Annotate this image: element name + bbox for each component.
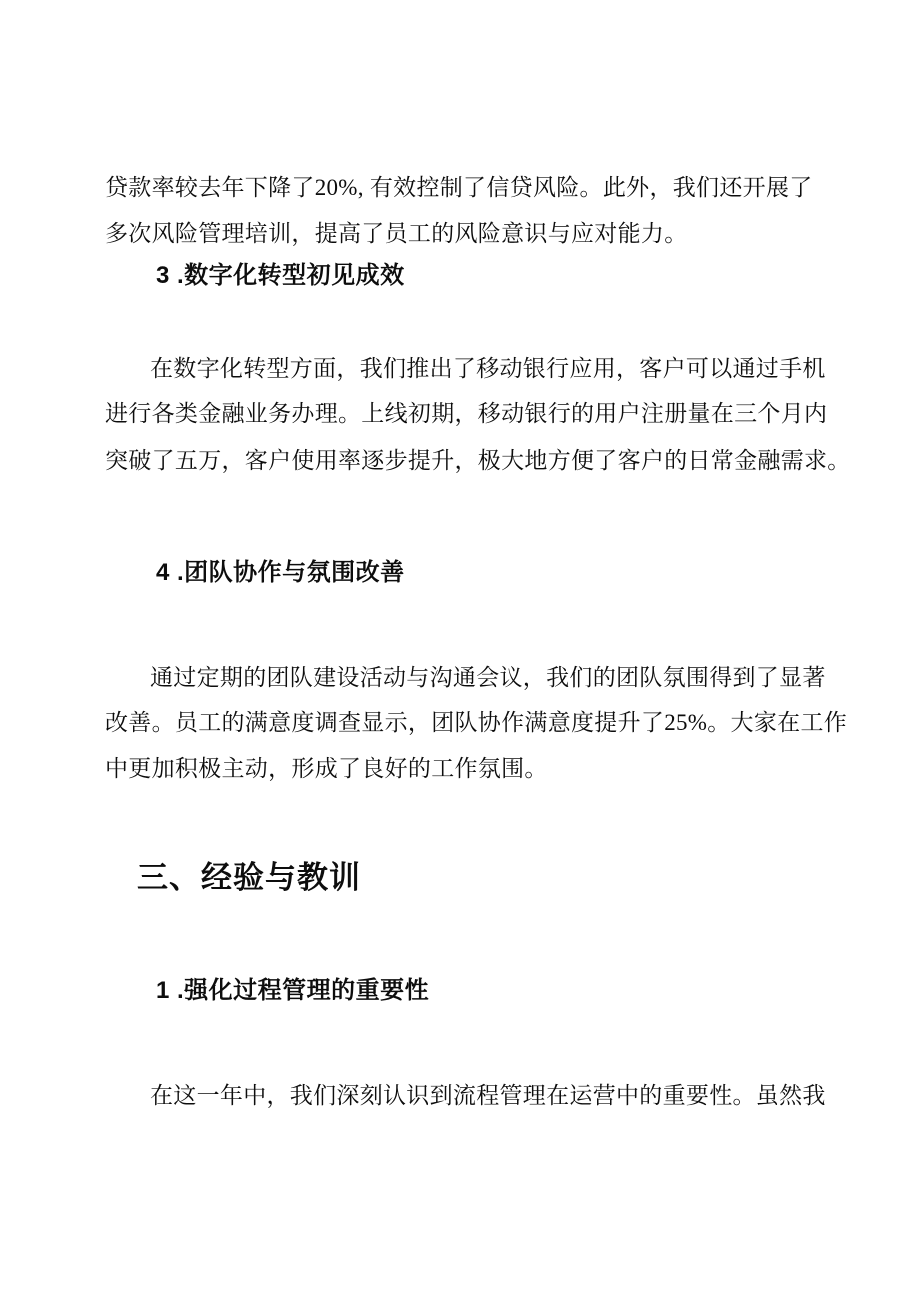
paragraph-line: 突破了五万，客户使用率逐步提升，极大地方便了客户的日常金融需求。	[105, 448, 851, 473]
chapter-heading-3: 三、经验与教训	[137, 860, 361, 895]
numbered-heading-1: 1 .强化过程管理的重要性	[156, 977, 430, 1004]
paragraph-line-indented: 在数字化转型方面，我们推出了移动银行应用，客户可以通过手机	[150, 356, 826, 381]
paragraph-line-indented: 通过定期的团队建设活动与沟通会议，我们的团队氛围得到了显著	[150, 665, 826, 690]
paragraph-line: 进行各类金融业务办理。上线初期，移动银行的用户注册量在三个月内	[105, 401, 828, 426]
numbered-heading-3: 3 .数字化转型初见成效	[156, 262, 405, 289]
paragraph-line: 多次风险管理培训，提高了员工的风险意识与应对能力。	[105, 221, 688, 246]
numbered-heading-4: 4 .团队协作与氛围改善	[156, 559, 405, 586]
paragraph-line: 中更加积极主动，形成了良好的工作氛围。	[105, 756, 548, 781]
paragraph-line: 改善。员工的满意度调查显示，团队协作满意度提升了25%。大家在工作	[105, 710, 848, 735]
paragraph-line-indented: 在这一年中，我们深刻认识到流程管理在运营中的重要性。虽然我	[150, 1083, 826, 1108]
paragraph-line: 贷款率较去年下降了20%, 有效控制了信贷风险。此外，我们还开展了	[105, 175, 813, 200]
